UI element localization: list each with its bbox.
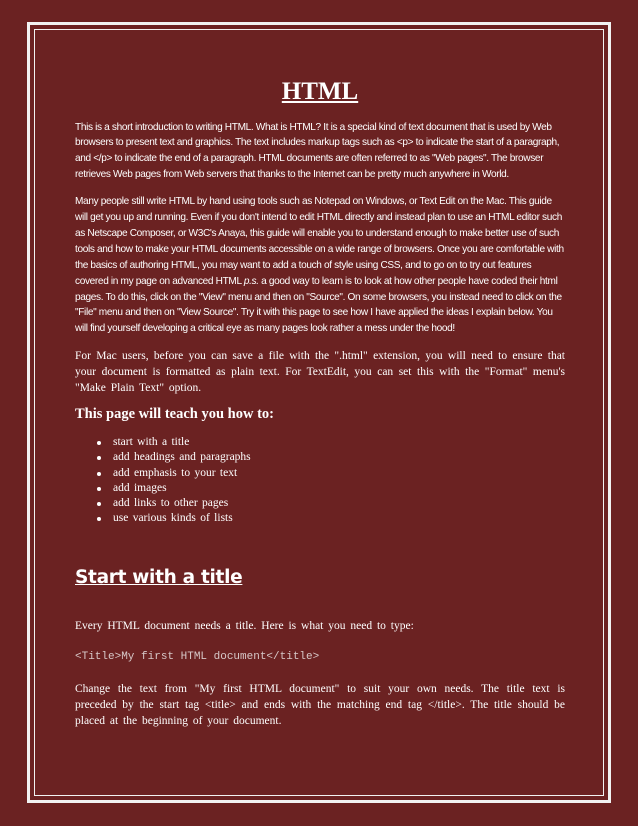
list-item <box>97 496 565 511</box>
bullet-icon <box>97 441 101 445</box>
code-example: <Title>My first HTML document</title> <box>75 650 320 663</box>
bullet-icon <box>97 502 101 506</box>
intro-paragraph-2-part2: a good way to learn is to look at how other people have coded their html pages. To do this, click on the "View" menu and then on "Source". On some browsers, you instead need to click on the "File" menu and then on "View Source". Try it with this page to see how I have applied the ideas I explain below. You will find yourself developing a critical eye as many pages look rather a mess under the hood! <box>75 275 562 335</box>
mac-users-paragraph: For Mac users, before you can save a file with the ".html" extension, you will need to ensure that your document is formatted as plain text. For TextEdit, you can set this with the "Format" menu's "Make Plain Text" option. <box>75 350 565 395</box>
list-item-text: start with a title <box>113 436 190 449</box>
list-item <box>97 481 565 496</box>
list-item-text: add images <box>113 481 167 494</box>
list-item <box>97 466 565 481</box>
intro-paragraph-2-part1: Many people still write HTML by hand using tools such as Notepad on Windows, or Text Edit on the Mac. This guide will get you up and running. Even if you don't intend to edit HTML directly and instead plan to use an HTML editor such as Netscape Composer, or W3C's Anaya, this guide will enable you to understand enough to make better use of such tools and how to make your HTML documents accessible on a wide range of browsers. Once you are comfortable with the basics of authoring HTML, you may want to add a touch of style using CSS, and to go on to try out features covered in my page on advanced HTML <box>75 196 564 287</box>
list-item-text: add links to other pages <box>113 497 229 510</box>
bullet-icon <box>97 487 101 491</box>
bullet-icon <box>97 517 101 521</box>
section-paragraph: Change the text from "My first HTML document" to suit your own needs. The title text is preceded by the start tag <title> and ends with the matching end tag </title>. The title should be placed at the beginning of your document. <box>75 682 565 727</box>
list-item-text: add emphasis to your text <box>113 466 238 479</box>
list-item <box>97 450 565 465</box>
intro-paragraph-2 <box>75 194 565 337</box>
list-item <box>97 511 565 526</box>
section-intro: Every HTML document needs a title. Here is what you need to type: <box>75 619 414 632</box>
intro-paragraph-1: This is a short introduction to writing HTML. What is HTML? It is a special kind of text document that is used by Web browsers to present text and graphics. The text includes markup tags such as <p> to indicate the start of a paragraph, and </p> to indicate the end of a paragraph. HTML documents are often referred to as "Web pages". The browser retrieves Web pages from Web servers that thanks to the Internet can be pretty much anywhere in World. <box>75 121 560 181</box>
list-item-text: use various kinds of lists <box>113 512 233 525</box>
intro-paragraph-2-emphasis: p.s. <box>243 275 259 287</box>
teach-list <box>75 435 565 526</box>
bullet-icon <box>97 456 101 460</box>
list-item <box>97 435 565 450</box>
teach-heading: This page will teach you how to: <box>75 406 274 423</box>
document-title: HTML <box>281 78 359 105</box>
document-content <box>75 78 565 739</box>
list-item-text: add headings and paragraphs <box>113 451 251 464</box>
bullet-icon <box>97 472 101 476</box>
section-heading: Start with a title <box>75 566 243 588</box>
